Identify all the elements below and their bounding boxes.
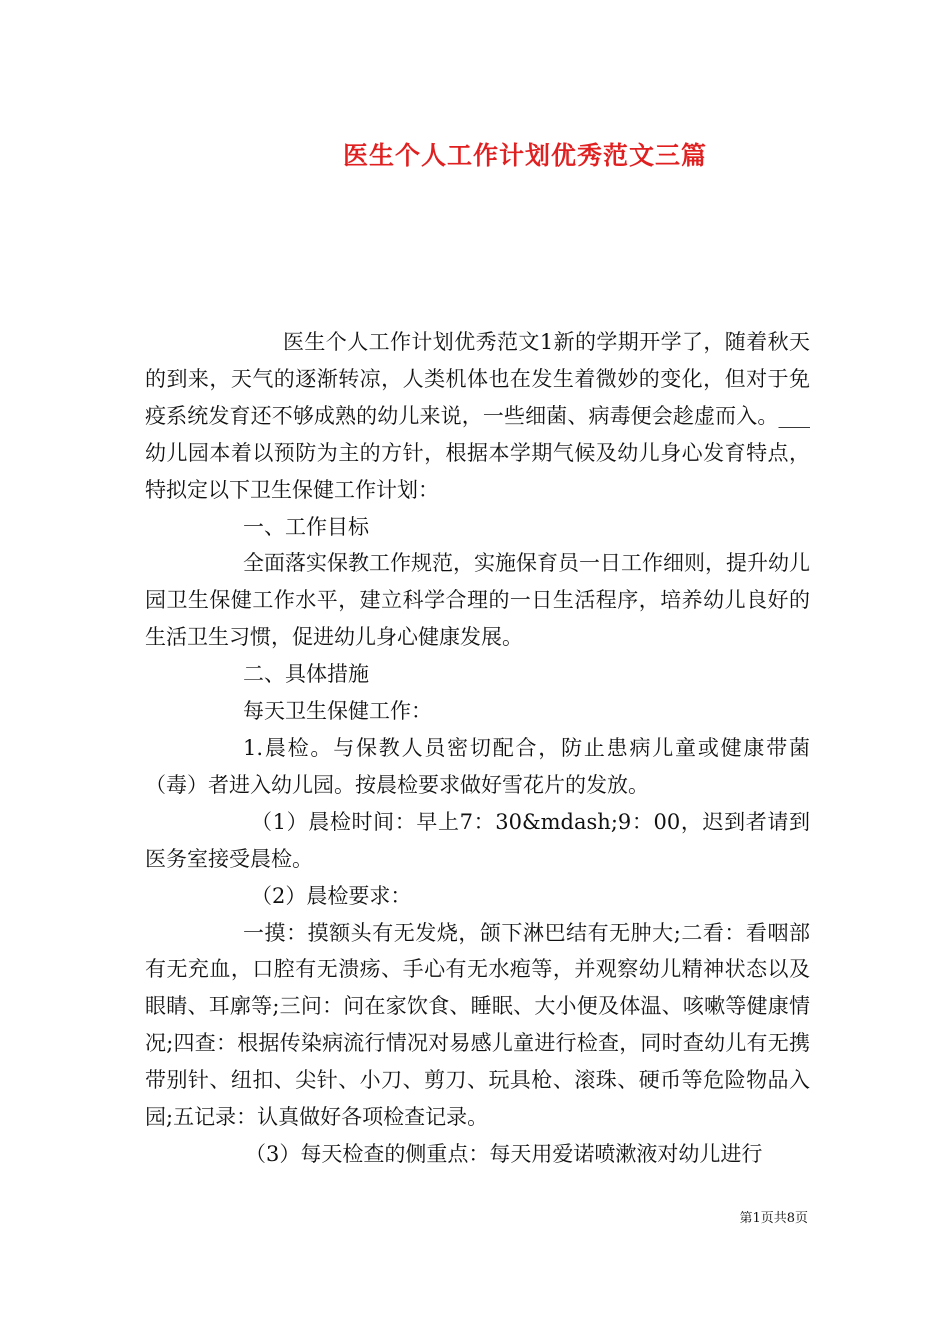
heading-work-goals: 一、工作目标 <box>243 514 369 539</box>
paragraph-daily-work: 每天卫生保健工作： <box>243 699 432 724</box>
paragraph-intro: 医生个人工作计划优秀范文1新的学期开学了，随着秋天的到来，天气的逐渐转凉，人类机体也在发生着微妙的变化，但对于免疫系统发育还不够成熟的幼儿来说，一些细菌、病毒便会趁虚而入。___幼儿园本着以预防为主的方针，根据本学期气候及幼儿身心发育特点，特拟定以下卫生保健工作计划： <box>145 330 810 502</box>
document-body <box>145 324 810 1173</box>
paragraph-check-requirements: （2）晨检要求： <box>251 883 412 908</box>
paragraph-check-steps: 一摸：摸额头有无发烧，颌下淋巴结有无肿大;二看：看咽部有无充血，口腔有无溃疡、手心有无水疱等，并观察幼儿精神状态以及眼睛、耳廓等;三问：问在家饮食、睡眠、大小便及体温、咳嗽等健康情况;四查：根据传染病流行情况对易感儿童进行检查，同时查幼儿有无携带别针、纽扣、尖针、小刀、剪刀、玩具枪、滚珠、硬币等危险物品入园;五记录：认真做好各项检查记录。 <box>145 920 810 1130</box>
paragraph-daily-focus: （3）每天检查的侧重点：每天用爱诺喷漱液对幼儿进行 <box>245 1141 763 1166</box>
document-title: 医生个人工作计划优秀范文三篇 <box>342 141 707 170</box>
page-number: 第1页共8页 <box>739 1211 808 1226</box>
paragraph-morning-check: 1.晨检。与保教人员密切配合，防止患病儿童或健康带菌（毒）者进入幼儿园。按晨检要求做好雪花片的发放。 <box>145 735 810 797</box>
paragraph-check-time: （1）晨检时间：早上7：30&mdash;9：00，迟到者请到医务室接受晨检。 <box>145 809 810 871</box>
paragraph-goals: 全面落实保教工作规范，实施保育员一日工作细则，提升幼儿园卫生保健工作水平，建立科学合理的一日生活程序，培养幼儿良好的生活卫生习惯，促进幼儿身心健康发展。 <box>145 551 810 650</box>
heading-measures: 二、具体措施 <box>243 662 369 687</box>
